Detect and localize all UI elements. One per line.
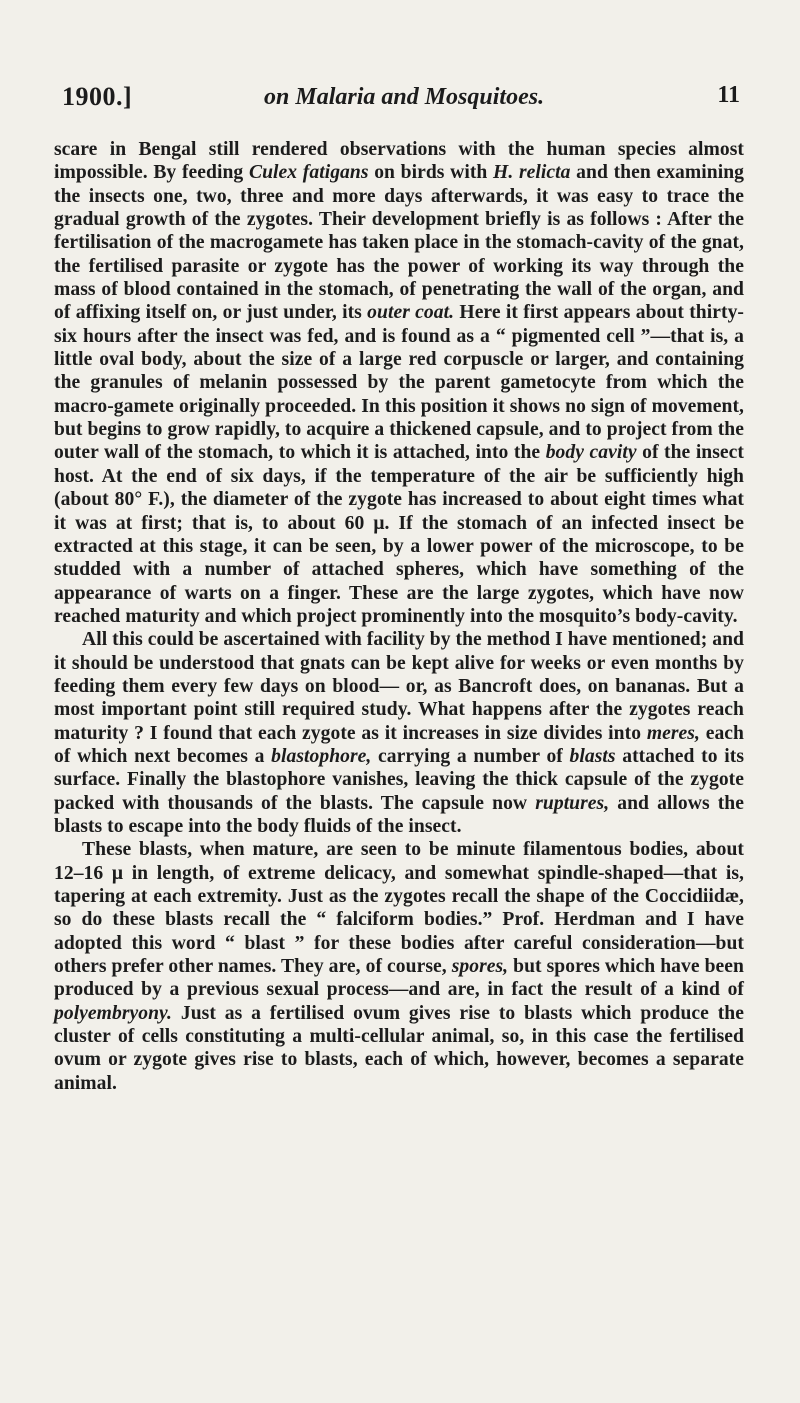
page-number: 11 <box>717 82 740 108</box>
italic-text-run: polyembryony. <box>54 1002 173 1024</box>
italic-text-run: outer coat. <box>367 302 455 324</box>
text-run: Here it first appears about thirty-six hours after the insect was fed, and is found as a “ pigmented cell ”—that is, a little oval body, about the size of a large red corpuscle or larger, and containing the granules of melanin possessed by the parent gametocyte from which the macro-gamete originally proceeded. In this position it shows no sign of movement, but begins to grow rapidly, to acquire a thickened capsule, and to project from the outer wall of the stomach, to which it is attached, into the <box>54 302 744 464</box>
italic-text-run: spores, <box>451 956 509 978</box>
italic-text-run: blasts <box>569 745 616 767</box>
text-run: and allows the blasts to escape into the body fluids of the insect. <box>54 792 744 837</box>
paragraph <box>54 838 744 1095</box>
italic-text-run: ruptures, <box>535 792 610 814</box>
text-run: on birds with <box>368 162 494 184</box>
italic-text-run: meres, <box>646 722 700 744</box>
header-year: 1900.] <box>62 82 133 111</box>
running-header <box>62 82 740 122</box>
italic-text-run: Culex fatigans <box>248 162 369 184</box>
body-text <box>54 138 744 1095</box>
text-run: but spores which have been produced by a previous sexual process—and are, in fact the result of a kind of <box>54 956 744 1001</box>
text-run: Just as a fertilised ovum gives rise to blasts which produce the cluster of cells constituting a multi-cellular animal, so, in this case the fertilised ovum or zygote gives rise to blasts, each of which, however, becomes a separate animal. <box>54 1002 744 1094</box>
text-run: and then examining the insects one, two, three and more days afterwards, it was easy to trace the gradual growth of the zygotes. Their development briefly is as follows : After the fertilisation of the macrogamete has taken place in the stomach-cavity of the gnat, the fertilised parasite or zygote has the power of working its way through the mass of blood contained in the stomach, of penetrating the wall of the organ, and of affixing itself on, or just under, its <box>54 162 744 324</box>
italic-text-run: blastophore, <box>271 745 372 767</box>
text-run: each of which next becomes a <box>54 722 744 767</box>
header-title: on Malaria and Mosquitoes. <box>264 84 545 110</box>
italic-text-run: body cavity <box>545 442 637 464</box>
paragraph <box>54 628 744 838</box>
text-run: scare in Bengal still rendered observations with the human species almost impossible. By feeding <box>54 139 744 184</box>
paragraph <box>54 138 744 628</box>
text-run: attached to its surface. Finally the blastophore vanishes, leaving the thick capsule of the zygote packed with thousands of the blasts. The capsule now <box>54 745 744 814</box>
text-run: These blasts, when mature, are seen to be minute filamentous bodies, about 12–16 μ in length, of extreme delicacy, and somewhat spindle-shaped—that is, tapering at each extremity. Just as the zygotes recall the shape of the Coccidiidæ, so do these blasts recall the “ falciform bodies.” Prof. Herdman and I have adopted this word “ blast ” for these bodies after careful consideration—but others prefer other names. They are, of course, <box>54 839 744 978</box>
text-run: All this could be ascertained with facility by the method I have mentioned; and it should be understood that gnats can be kept alive for weeks or even months by feeding them every few days on blood— or, as Bancroft does, on bananas. But a most important point still required study. What happens after the zygotes reach maturity ? I found that each zygote as it increases in size divides into <box>54 629 744 744</box>
text-run: of the insect host. At the end of six days, if the temperature of the air be sufficiently high (about 80° F.), the diameter of the zygote has increased to about eight times what it was at first; that is, to about 60 μ. If the stomach of an infected insect be extracted at this stage, it can be seen, by a lower power of the microscope, to be studded with a number of attached spheres, which have something of the appearance of warts on a finger. These are the large zygotes, which have now reached maturity and which project prominently into the mosquito’s body-cavity. <box>54 442 744 627</box>
italic-text-run: H. relicta <box>493 162 571 184</box>
text-run: carrying a number of <box>371 745 570 767</box>
